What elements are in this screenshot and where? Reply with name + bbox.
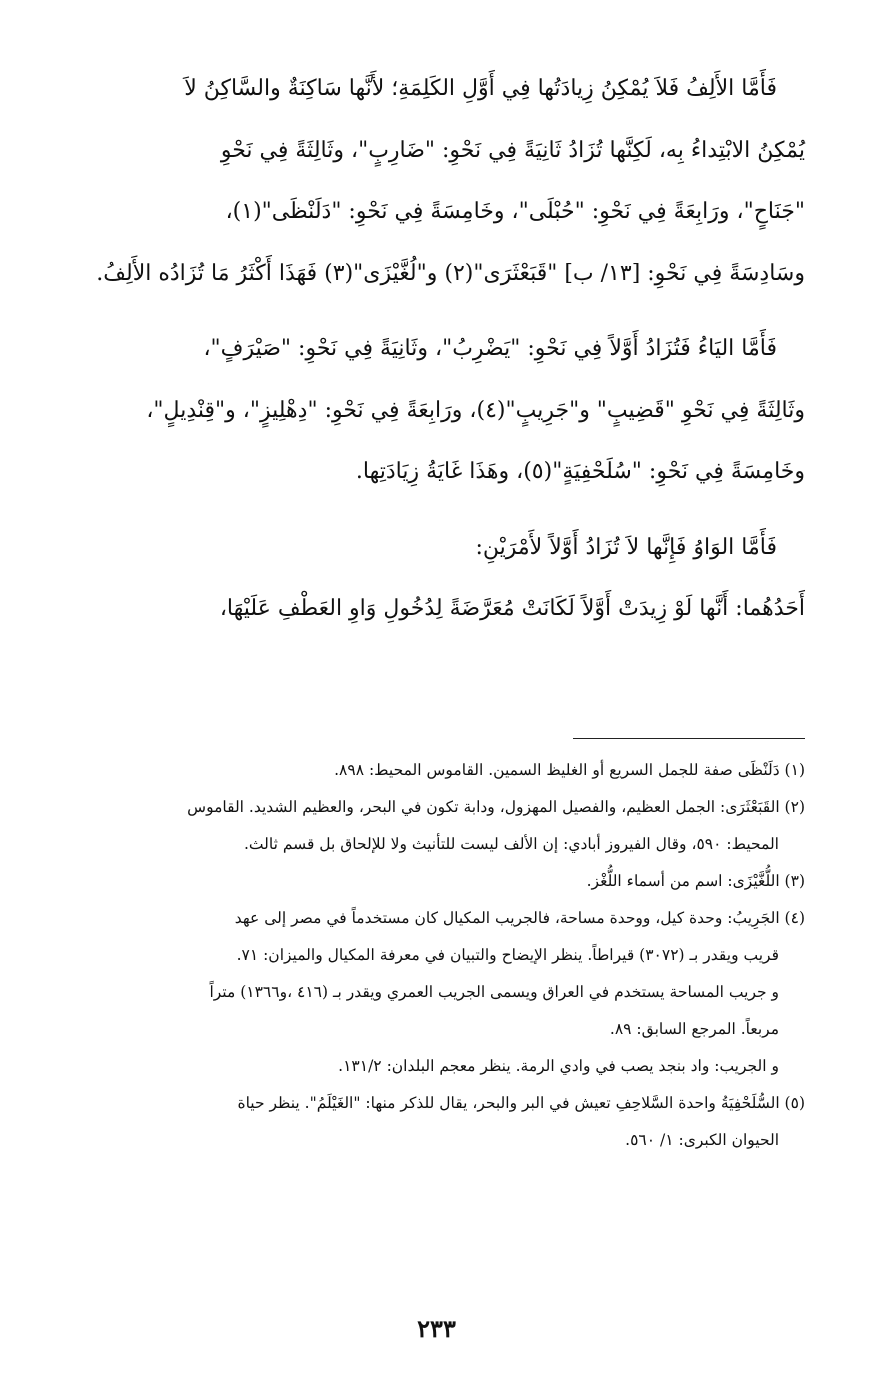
footnote-2: (٢) القَبَعْثَرَى: الجمل العظيم، والفصيل المهزول، ودابة تكون في البحر، والعظيم الشديد. القاموس — [187, 798, 805, 816]
page-number: ٢٣٣ — [417, 1314, 456, 1343]
footnote-5-continued: الحيوان الكبرى: ١/ ٥٦٠. — [625, 1131, 779, 1149]
text-line-8: فَأَمَّا الوَاوُ فَإِنَّها لاَ تُزَادُ أَوَّلاً لأَمْرَيْنِ: — [475, 534, 777, 560]
text-line-9: أَحَدُهُما: أَنَّها لَوْ زِيدَتْ أَوَّلاً لَكَانَتْ مُعَرَّضَةً لِدُخُولِ وَاوِ العَطْفِ عَلَيْهَا، — [219, 596, 805, 621]
main-text — [68, 58, 805, 640]
footnote-separator — [573, 738, 805, 739]
footnote-4-continued-3: مربعاً. المرجع السابق: ٨٩. — [609, 1020, 779, 1038]
text-line-4: وسَادِسَةً فِي نَحْوِ: [١٣/ ب] "قَبَعْثَرَى"(٢) و"لُغَّيْزَى"(٣) فَهَذَا أَكْثَرُ مَا تُزَادُه الأَلِفُ. — [96, 260, 805, 286]
text-line-3: "جَنَاحٍ"، ورَابِعَةً فِي نَحْوِ: "حُبْلَى"، وخَامِسَةً فِي نَحْوِ: "دَلَنْظَى"(١)، — [225, 199, 805, 224]
text-line-7: وخَامِسَةً فِي نَحْوِ: "سُلَحْفِيَةٍ"(٥)، وهَذَا غَايَةُ زِيَادَتِها. — [355, 459, 805, 484]
footnote-1: (١) دَلَنْظَى صفة للجمل السريع أو الغليظ السمين. القاموس المحيط: ٨٩٨. — [334, 761, 805, 779]
text-line-1: فَأَمَّا الأَلِفُ فَلاَ يُمْكِنُ زِيادَتُها فِي أَوَّلِ الكَلِمَةِ؛ لأَنَّها سَاكِنَةٌ والسَّاكِنُ لاَ — [184, 76, 777, 101]
footnote-3: (٣) اللُّغَّيْزَى: اسم من أسماء اللُّغْز. — [586, 872, 805, 890]
text-line-6: وثَالِثَةً فِي نَحْوِ "قَضِيبٍ" و"جَرِيبٍ"(٤)، ورَابِعَةً فِي نَحْوِ: "دِهْلِيزٍ"، و"قِنْدِيلٍ"، — [146, 397, 805, 423]
text-line-2: يُمْكِنُ الابْتِداءُ بِه، لَكِنَّها تُزَادُ ثَانِيَةً فِي نَحْوِ: "ضَارِبٍ"، وثَالِثَةً فِي نَحْوِ — [220, 137, 805, 163]
footnote-2-continued: المحيط: ٥٩٠، وقال الفيروز أبادي: إن الألف ليست للتأنيث ولا للإلحاق بل قسم ثالث. — [243, 835, 779, 853]
footnote-4: (٤) الجَرِيبُ: وحدة كيل، ووحدة مساحة، فالجريب المكيال كان مستخدماً في مصر إلى عهد — [234, 909, 805, 927]
footnote-4-continued-2: و جريب المساحة يستخدم في العراق ويسمى الجريب العمري ويقدر بـ (٤١٦ ،و١٣٦٦) متراً — [209, 983, 779, 1001]
footnote-4-continued: قريب ويقدر بـ (٣٠٧٢) قيراطاً. ينظر الإيضاح والتبيان في معرفة المكيال والميزان: ٧١. — [236, 946, 779, 964]
footnotes — [68, 752, 805, 1159]
footnote-4-continued-4: و الجريب: واد بنجد يصب في وادي الرمة. ينظر معجم البلدان: ١٣١/٢. — [338, 1057, 779, 1075]
text-line-5: فَأَمَّا اليَاءُ فَتُزَادُ أَوَّلاً فِي نَحْوِ: "يَضْرِبُ"، وثَانِيَةً فِي نَحْوِ: "صَيْرَفٍ"، — [203, 336, 777, 361]
footnote-5: (٥) السُّلَحْفِيَةُ واحدة السَّلاحِفِ تعيش في البر والبحر، يقال للذكر منها: "الغَيْلَمُ". ينظر حياة — [237, 1094, 805, 1112]
